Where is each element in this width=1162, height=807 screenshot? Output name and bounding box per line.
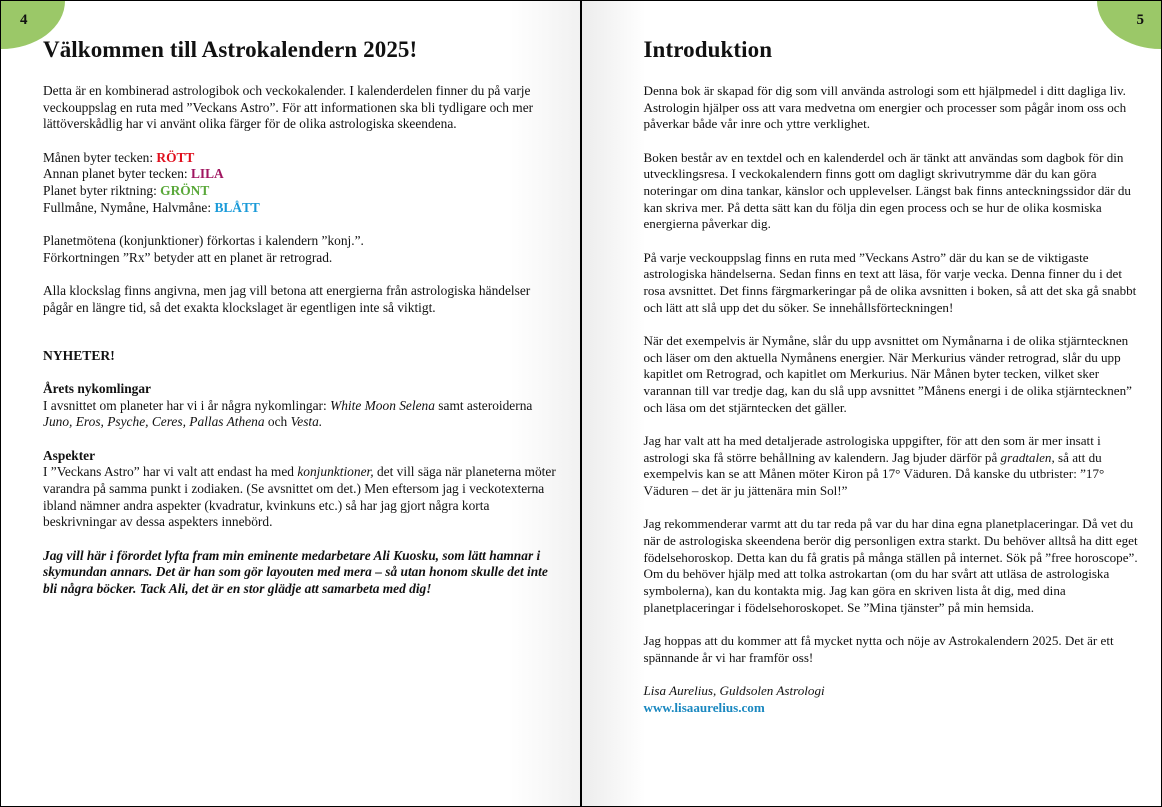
body-paragraph: På varje veckouppslag finns en ruta med ”Veckans Astro” där du kan se de viktigaste astrologiska händelserna. Sedan finns en text att läsa, för varje vecka. Denna finner du i det rosa avsnittet. Det finns färgmarkeringar på de olika avsnitten i boken, så att det ska gå snabbt och lätt att slå upp det du söker. Se innehållsförteckningen! bbox=[643, 249, 1137, 315]
aspects-heading: Aspekter bbox=[43, 447, 96, 463]
times-note: Alla klockslag finns angivna, men jag vill betona att energierna från astrologiska händelser pågår en längre tid, så det exakta klockslaget är egentligen inte så viktigt. bbox=[43, 282, 531, 315]
legend-item-planet-sign: Annan planet byter tecken: LILA bbox=[43, 166, 224, 182]
closing-paragraph: Jag hoppas att du kommer att få mycket nytta och nöje av Astrokalendern 2025. Det är ett spännande år vi har framför oss! bbox=[643, 632, 1114, 665]
acknowledgement: Jag vill här i förordet lyfta fram min eminente medarbetare Ali Kuosku, som lätt hamnar i skymundan annars. Det är han som gör layouten med mera – så utan honom skulle det inte bli några böcker. Tack Ali, det är en stor glädje att samarbeta med dig! bbox=[43, 547, 548, 596]
page-title: Introduktion bbox=[643, 37, 773, 62]
news-heading: NYHETER! bbox=[43, 348, 115, 364]
abbreviation-rx: Förkortningen ”Rx” betyder att en planet är retrograd. bbox=[43, 249, 333, 265]
page-number: 5 bbox=[1136, 12, 1144, 28]
legend-value-blue: BLÅTT bbox=[214, 199, 260, 215]
newcomers-section: Årets nykomlingar I avsnittet om planeter har vi i år några nykomlingar: White Moon Selena samt asteroiderna Juno, Eros, Psyche, Ceres, Pallas Athena och Vesta. bbox=[43, 381, 563, 431]
legend-item-moon: Månen byter tecken: RÖTT bbox=[43, 149, 195, 165]
legend-item-direction: Planet byter riktning: GRÖNT bbox=[43, 183, 210, 199]
author-signature: Lisa Aurelius, Guldsolen Astrologi bbox=[643, 682, 825, 698]
body-paragraph: Denna bok är skapad för dig som vill använda astrologi som ett hjälpmedel i ditt dagliga liv. Astrologin hjälper oss att vara medvetna om energier och processer som pågår inom oss och påverkar både vår inre och yttre verklighet. bbox=[643, 83, 1127, 132]
right-page-content bbox=[644, 37, 1144, 716]
recommendation-paragraph: Jag rekommenderar varmt att du tar reda på var du har dina egna planetplaceringar. Då vet du när de astrologiska skeendena berör dig personligen extra starkt. Du behöver alltså ha ditt eget födelsehoroskop. Detta kan du få gratis på många ställen på internet. Sök på ”free horoscope”. Om du behöver hjälp med att tolka astrokartan (om du har svårt att utläsa de astrologiska symbolerna), kan du kontakta mig. Jag kan göra en skriven lista åt dig, med dina planetplaceringar i födelsehoroskopet. Se ”Mina tjänster” på min hemsida. bbox=[643, 516, 1138, 615]
left-page-content bbox=[43, 37, 563, 614]
page-title: Välkommen till Astrokalendern 2025! bbox=[43, 37, 418, 62]
website-link[interactable]: www.lisaaurelius.com bbox=[643, 699, 765, 715]
intro-paragraph: Detta är en kombinerad astrologibok och veckokalender. I kalenderdelen finner du på varje veckouppslag en ruta med ”Veckans Astro”. För att informationen ska bli tydligare och mer lättöverskådlig har vi använt olika färger för de olika astrologiska skeendena. bbox=[43, 83, 534, 132]
right-page bbox=[582, 1, 1162, 806]
left-page bbox=[1, 1, 580, 806]
legend-item-moon-phase: Fullmåne, Nymåne, Halvmåne: BLÅTT bbox=[43, 199, 260, 215]
page-number: 4 bbox=[20, 12, 28, 28]
color-legend bbox=[43, 150, 563, 217]
newcomers-heading: Årets nykomlingar bbox=[43, 380, 151, 396]
abbreviation-konj: Planetmötena (konjunktioner) förkortas i kalendern ”konj.”. bbox=[43, 232, 364, 248]
legend-value-red: RÖTT bbox=[156, 149, 195, 165]
legend-value-green: GRÖNT bbox=[160, 183, 210, 199]
body-paragraph: När det exempelvis är Nymåne, slår du upp avsnittet om Nymånarna i de olika stjärntecknen och läser om den aktuella Nymånens energier. När Merkurius vänder retrograd, slår du upp kapitlet om Retrograd, och kapitlet om Merkurius. När Månen byter tecken, vilket sker varannan till var tredje dag, kan du slå upp avsnittet ”Månens energi i de olika stjärntecknen” och läsa om det stjärntecken det gäller. bbox=[643, 332, 1132, 415]
body-paragraph: Boken består av en textdel och en kalenderdel och är tänkt att användas som dagbok för din utvecklingsresa. I veckokalendern finns gott om dagligt skrivutrymme där du kan göra noteringar om dina tankar, känslor och upplevelser. Längst bak finns anteckningssidor där du kan skriva mer. På detta sätt kan du följa din egen process och se hur de olika kosmiska energierna påverkar dig. bbox=[643, 149, 1131, 232]
legend-value-purple: LILA bbox=[190, 166, 224, 182]
abbreviations-paragraph bbox=[43, 233, 563, 266]
aspects-section: Aspekter I ”Veckans Astro” har vi valt att endast ha med konjunktioner, det vill säga när planeterna möter varandra på samma punkt i zodiaken. (Se avsnittet om det.) Men eftersom jag i veckotexterna ibland nämner andra aspekter (kvadratur, kvinkuns etc.) så har jag gjort några korta beskrivningar av dessa aspekters innebörd. bbox=[43, 448, 563, 532]
details-paragraph: Jag har valt att ha med detaljerade astrologiska uppgifter, för att den som är mer insatt i astrologi ska få större behållning av kalendern. Jag bjuder därför på gradtalen, så att du exempelvis kan se att Månen möter Kiron på 17° Väduren. Då kanske du utbrister: ”17° Väduren – det är ju jättenära min Sol!” bbox=[643, 432, 1105, 499]
signature-block bbox=[644, 683, 1144, 716]
